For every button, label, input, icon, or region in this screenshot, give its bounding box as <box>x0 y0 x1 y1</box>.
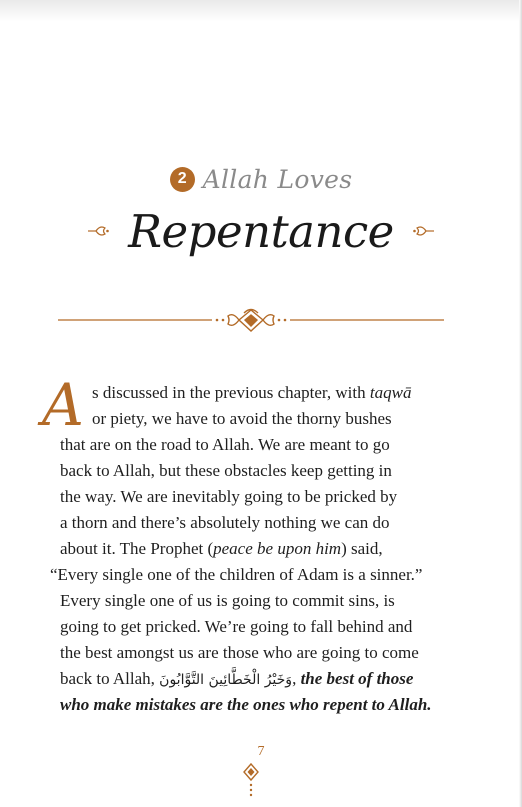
text-line: that are on the road to Allah. We are meant to go <box>60 435 390 454</box>
left-fleuron-icon <box>88 224 110 238</box>
text-line: going to get pricked. We’re going to fall behind and <box>60 617 413 636</box>
section-divider <box>58 304 444 336</box>
hadith-quote-line: “Every single one of the children of Adam is a sinner.” <box>50 565 423 584</box>
chapter-number-badge: 2 <box>170 167 195 192</box>
drop-cap: A <box>42 371 84 439</box>
body-paragraph <box>42 371 446 718</box>
text-line: back to Allah, but these obstacles keep getting in <box>60 461 392 480</box>
page-top-shadow <box>0 0 522 22</box>
footer-ornament-icon <box>241 762 261 798</box>
text-line: a thorn and there’s absolutely nothing we can do <box>60 513 390 532</box>
text-line: the best amongst us are those who are going to come <box>60 643 419 662</box>
italic-term: taqwā <box>369 383 412 402</box>
chapter-title-row <box>0 198 522 264</box>
text-line: the way. We are inevitably going to be pricked by <box>60 487 398 506</box>
text-line: Every single one of us is going to commit sins, is <box>60 591 395 610</box>
chapter-pre-title: Allah Loves <box>202 164 353 194</box>
text-line <box>56 692 446 718</box>
text-line: or piety, we have to avoid the thorny bushes <box>92 409 392 428</box>
text-line: about it. The Prophet (peace be upon him) said, <box>60 539 383 558</box>
divider-ornament-icon <box>216 310 287 332</box>
honorific: peace be upon him <box>213 539 342 558</box>
chapter-heading <box>0 162 522 196</box>
page-number: 7 <box>257 744 265 759</box>
arabic-quote: وَخَيْرُ الْخَطَّائِينَ التَّوَّابُونَ <box>159 672 293 688</box>
chapter-title: Repentance <box>128 204 394 258</box>
translation-emphasis: the best of those <box>300 669 414 688</box>
text-line: back to Allah, وَخَيْرُ الْخَطَّائِينَ التَّوَّابُونَ, the best of those <box>60 669 414 688</box>
right-fleuron-icon <box>412 224 434 238</box>
text-line: s discussed in the previous chapter, with taqwā <box>92 383 412 402</box>
translation-emphasis: who make mistakes are the ones who repent to Allah. <box>60 695 432 714</box>
